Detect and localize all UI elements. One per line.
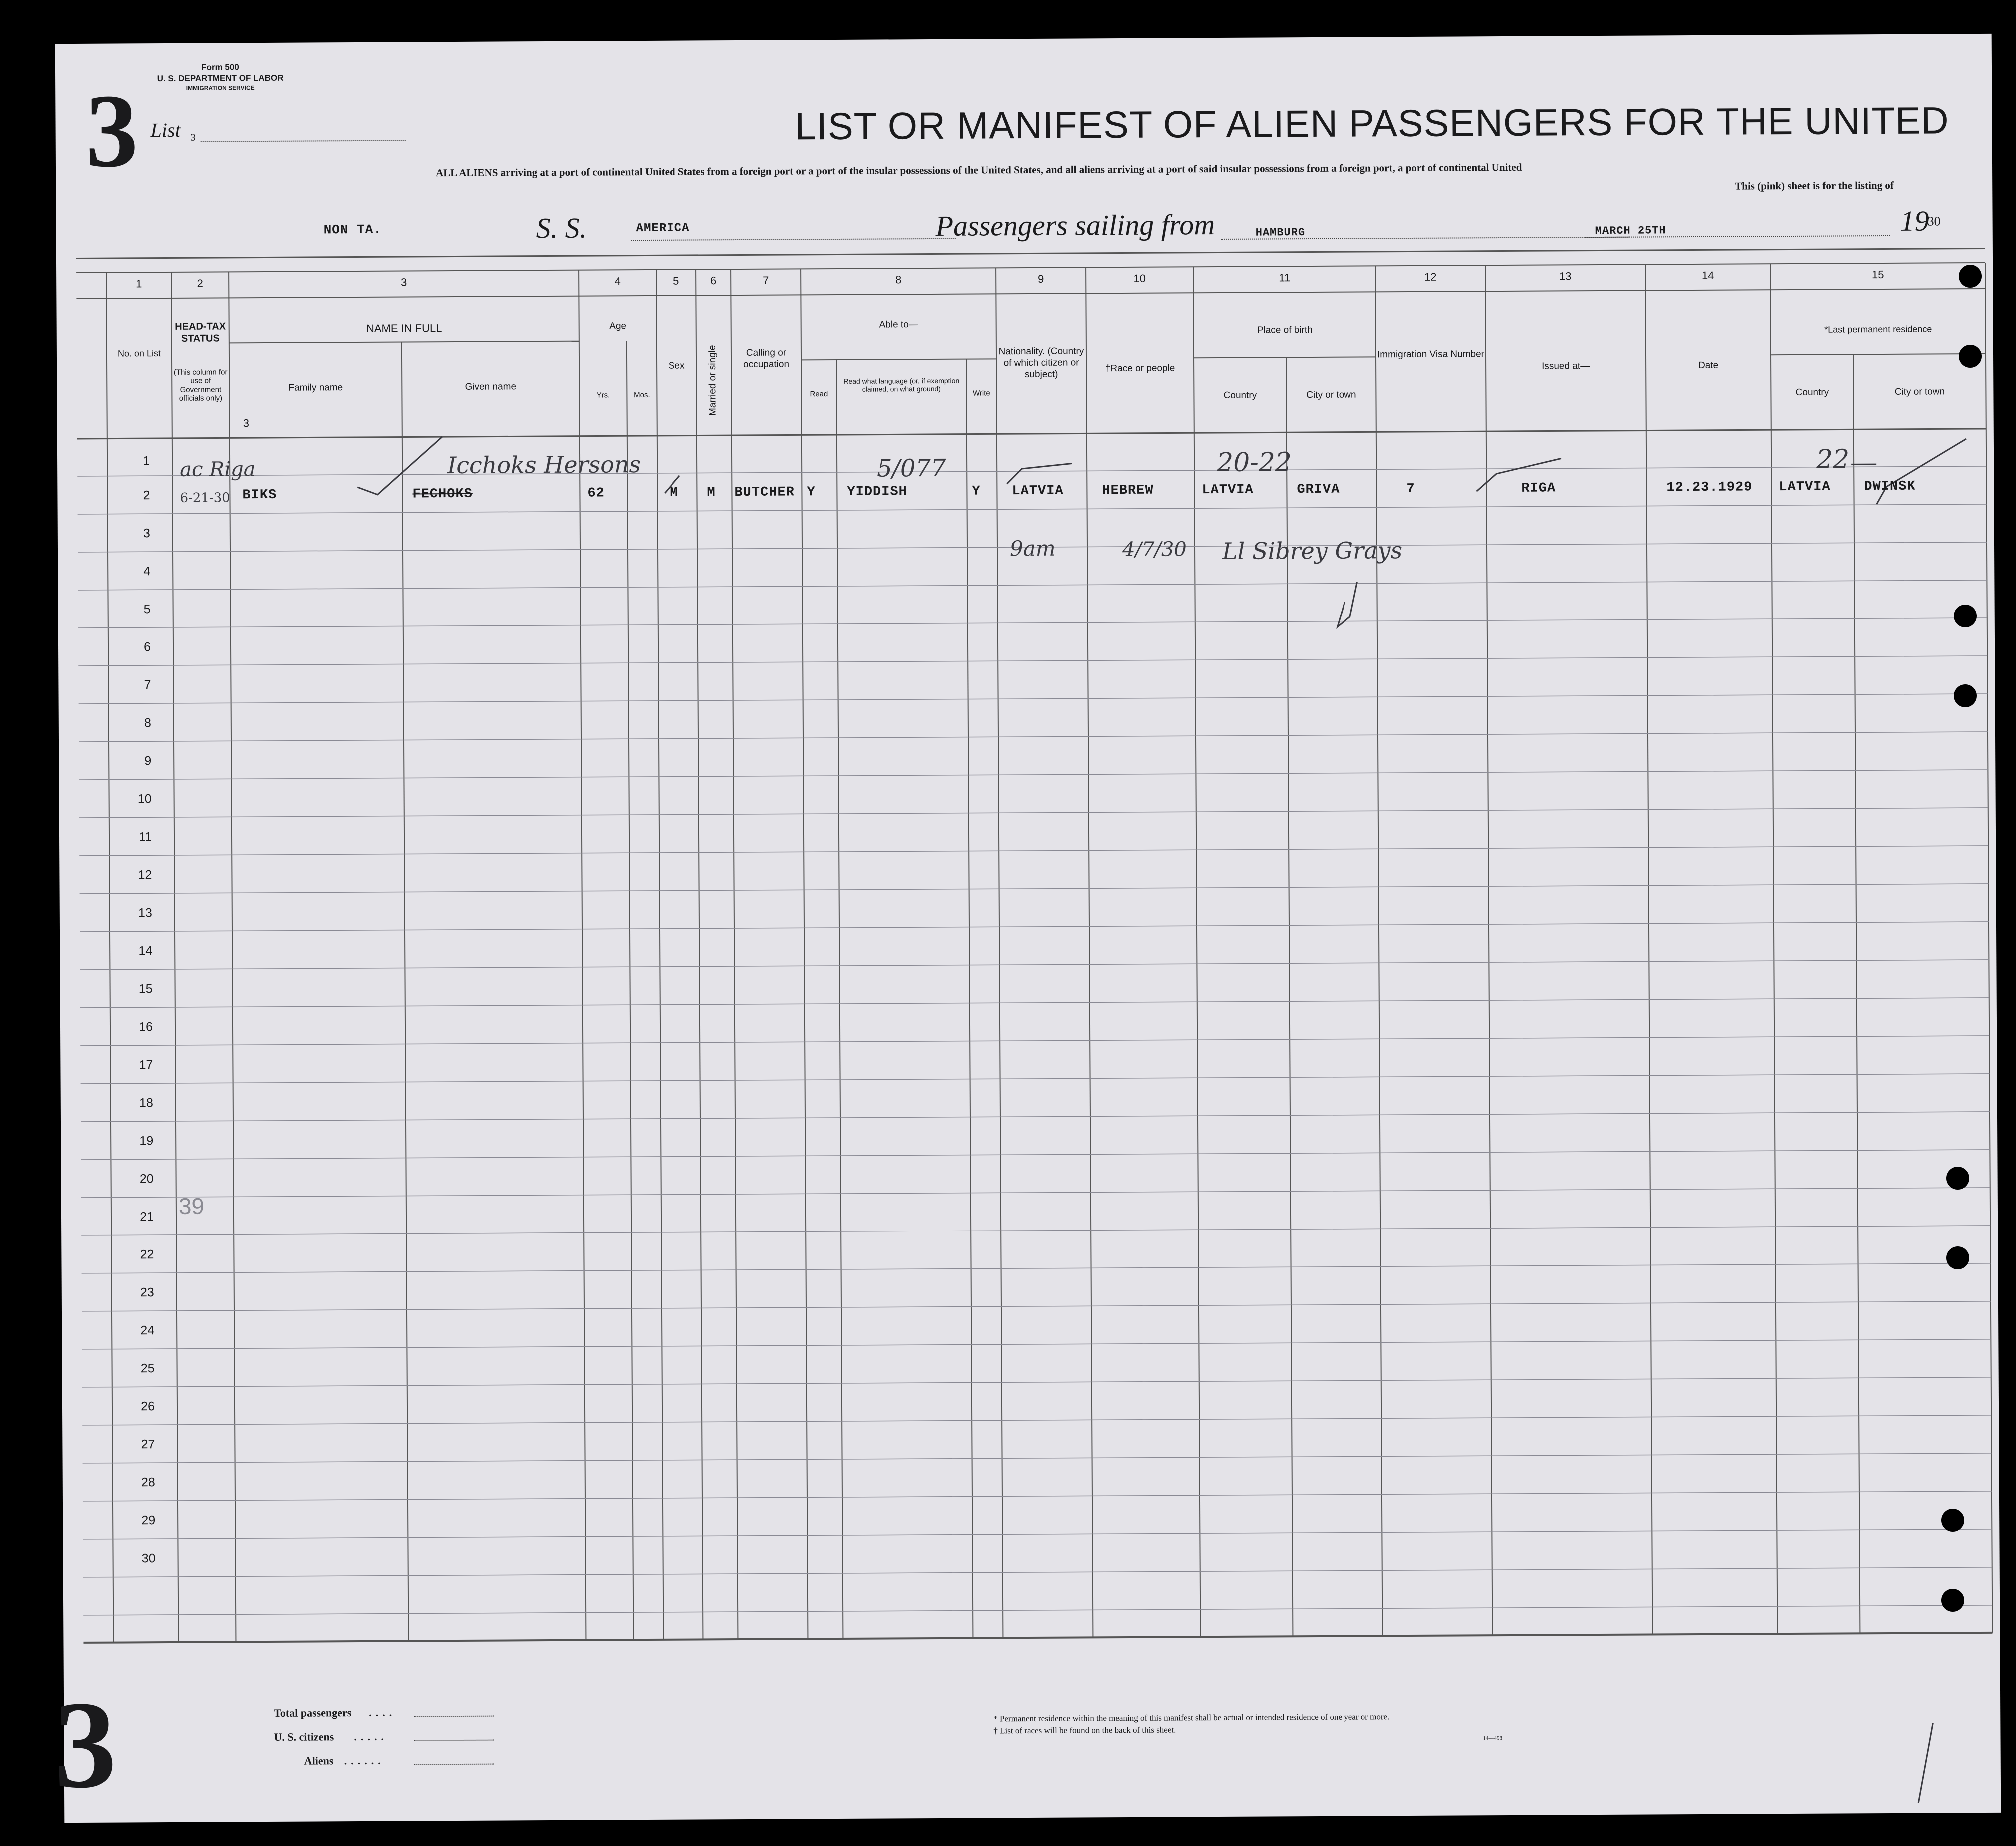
row-number: 21 — [140, 1210, 154, 1224]
voyage-code: NON TA. — [323, 222, 382, 238]
head-mos: Mos. — [634, 390, 650, 400]
head-calling: Calling or occupation — [743, 347, 790, 370]
head-age: Age — [609, 321, 627, 332]
head-res-city: City or town — [1894, 386, 1945, 397]
sailing-label: Passengers sailing from — [935, 208, 1215, 242]
list-label: List — [150, 118, 181, 142]
head-birth-city: City or town — [1306, 389, 1356, 401]
entry-visa: 7 — [1406, 481, 1415, 497]
footer-dots-2: ..... — [354, 1730, 388, 1743]
port-name: HAMBURG — [1255, 226, 1306, 239]
row-number: 28 — [141, 1475, 155, 1490]
row-number: 19 — [139, 1134, 154, 1148]
hw-nationality-note: 9am — [1009, 536, 1056, 561]
row-number: 12 — [138, 868, 152, 882]
manifest-subtitle-2: This (pink) sheet is for the listing of — [1735, 179, 1894, 192]
hw-res-note: 22 — [1816, 444, 1850, 475]
head-birth-country: Country — [1223, 390, 1257, 401]
entry-write: Y — [972, 484, 981, 499]
head-race: †Race or people — [1105, 363, 1175, 374]
entry-calling: BUTCHER — [734, 485, 795, 501]
manifest-sheet — [55, 34, 2001, 1823]
head-last-residence: *Last permanent residence — [1824, 324, 1932, 335]
row-number: 4 — [143, 564, 151, 579]
binder-hole — [1959, 345, 1982, 368]
col-num-9: 9 — [1038, 272, 1044, 285]
head-nationality: Nationality. (Country of which citizen or subject) — [998, 346, 1084, 380]
binder-hole — [1946, 1246, 1969, 1269]
row-number: 27 — [141, 1437, 155, 1452]
row-number: 14 — [138, 944, 153, 958]
entry-birth-country: LATVIA — [1202, 482, 1254, 498]
row-number: 9 — [144, 754, 152, 768]
head-write: Write — [972, 389, 990, 398]
entry-read: Y — [807, 485, 816, 500]
footer-print-code: 14—498 — [1483, 1735, 1503, 1742]
head-married: Married or single — [707, 345, 718, 416]
row-number: 29 — [141, 1513, 156, 1528]
head-name-in-full: NAME IN FULL — [366, 322, 442, 335]
binder-hole — [1954, 605, 1977, 627]
head-headtax-note: (This column for use of Government officials only) — [173, 368, 228, 403]
hw-headtax-date: 6-21-30 — [180, 490, 230, 506]
col-num-4: 4 — [614, 275, 621, 288]
row-number: 15 — [138, 982, 153, 996]
entry-language: YIDDISH — [847, 484, 907, 500]
col-num-7: 7 — [763, 274, 769, 287]
row-number: 26 — [141, 1399, 155, 1414]
col-num-15: 15 — [1871, 268, 1884, 281]
entry-age: 62 — [587, 486, 605, 501]
footer-note-races: † List of races will be found on the back of this sheet. — [993, 1725, 1176, 1736]
head-headtax: HEAD-TAX STATUS — [175, 321, 226, 344]
binder-hole — [1941, 1509, 1964, 1532]
row-number: 6 — [144, 640, 151, 654]
form-number: Form 500 — [201, 62, 239, 72]
binder-hole — [1959, 265, 1982, 288]
col-num-1: 1 — [136, 277, 142, 290]
footer-aliens: Aliens — [304, 1754, 334, 1767]
row-number: 22 — [140, 1247, 154, 1262]
row-number: 2 — [143, 488, 150, 503]
col-num-13: 13 — [1559, 270, 1572, 283]
ss-label: S. S. — [536, 211, 587, 245]
year-prefix: 19 — [1900, 204, 1929, 237]
col-num-5: 5 — [673, 274, 679, 287]
row-number: 20 — [139, 1172, 154, 1186]
manifest-subtitle: ALL ALIENS arriving at a port of continental United States from a foreign port or a port of the insular possessions of the United States, and all aliens arriving at a port of said insular possessions from a foreign port, a port of continental United — [436, 161, 1522, 179]
sailing-date: MARCH 25TH — [1595, 224, 1666, 238]
ship-name: AMERICA — [636, 221, 690, 236]
entry-nationality: LATVIA — [1012, 483, 1064, 499]
entry-birth-city: GRIVA — [1297, 482, 1340, 498]
head-date: Date — [1698, 360, 1719, 371]
head-able-to: Able to— — [879, 319, 918, 330]
row-number: 30 — [141, 1551, 156, 1566]
group-number: 3 — [243, 417, 249, 430]
entry-issued: RIGA — [1521, 481, 1556, 496]
table-grid — [55, 34, 2001, 1823]
list-number: 3 — [190, 132, 196, 143]
hw-headtax-place: ac Riga — [180, 458, 256, 481]
manifest-title: LIST OR MANIFEST OF ALIEN PASSENGERS FOR THE UNITED — [795, 99, 1949, 148]
row-number: 16 — [139, 1020, 153, 1034]
entry-race: HEBREW — [1102, 483, 1154, 499]
stamp-number: 39 — [178, 1193, 205, 1219]
hw-given-correction: Icchoks Hersons — [447, 451, 641, 479]
head-no-on-list: No. on List — [117, 348, 161, 359]
entry-res-country: LATVIA — [1779, 479, 1831, 495]
row-number: 10 — [137, 792, 152, 806]
head-visa: Immigration Visa Number — [1377, 349, 1485, 360]
head-read-lang: Read what language (or, if exemption claimed, on what ground) — [843, 376, 960, 393]
hw-race-date: 4/7/30 — [1122, 538, 1187, 562]
head-res-country: Country — [1795, 387, 1829, 398]
entry-date: 12.23.1929 — [1666, 480, 1753, 496]
col-num-11: 11 — [1279, 271, 1291, 284]
sheet-number: 3 — [85, 73, 139, 189]
head-sex: Sex — [668, 360, 685, 371]
row-number: 8 — [144, 716, 151, 730]
binder-hole — [1954, 684, 1977, 707]
entry-res-city: DWINSK — [1864, 479, 1916, 495]
col-num-3: 3 — [401, 276, 407, 289]
row-number: 17 — [139, 1058, 153, 1072]
year-suffix: 30 — [1927, 214, 1941, 229]
footer-dots-1: .... — [369, 1706, 396, 1719]
row-numbers — [120, 438, 156, 1577]
head-place-of-birth: Place of birth — [1257, 325, 1313, 336]
row-number: 5 — [143, 602, 151, 616]
col-num-8: 8 — [895, 273, 902, 286]
row-number: 25 — [140, 1361, 155, 1376]
hw-birth-note: 20-22 — [1216, 447, 1292, 478]
col-num-14: 14 — [1701, 269, 1714, 282]
footer-total-passengers: Total passengers — [274, 1706, 352, 1719]
footer-sheet-number: 3 — [53, 1675, 117, 1815]
hw-birth-note-2: Ll Sibrey Grays — [1222, 537, 1403, 565]
col-num-10: 10 — [1133, 272, 1146, 285]
footer-note-residence: * Permanent residence within the meaning of this manifest shall be actual or intended residence of one year or more. — [993, 1712, 1390, 1724]
row-number: 11 — [138, 830, 152, 844]
col-num-12: 12 — [1424, 270, 1437, 283]
entry-given-name: FECHOKS — [412, 486, 473, 502]
head-given-name: Given name — [465, 381, 517, 392]
footer-us-citizens: U. S. citizens — [274, 1730, 334, 1743]
row-number: 1 — [143, 454, 150, 468]
head-family-name: Family name — [288, 382, 343, 393]
head-yrs: Yrs. — [596, 391, 610, 400]
row-number: 18 — [139, 1096, 153, 1110]
col-num-2: 2 — [197, 277, 203, 290]
hw-read-note: 5/077 — [877, 454, 946, 483]
department: U. S. DEPARTMENT OF LABOR — [157, 73, 284, 84]
row-number: 13 — [138, 906, 152, 920]
col-num-6: 6 — [710, 274, 717, 287]
head-issued: Issued at— — [1542, 361, 1590, 372]
footer-dots-3: ...... — [344, 1754, 385, 1767]
head-read: Read — [810, 390, 828, 399]
entry-married: M — [707, 485, 716, 501]
row-number: 7 — [144, 678, 151, 692]
service: IMMIGRATION SERVICE — [186, 84, 255, 92]
binder-hole — [1941, 1589, 1964, 1612]
row-number: 3 — [143, 526, 150, 541]
row-number: 23 — [140, 1285, 154, 1300]
entry-sex: M — [670, 485, 678, 501]
entry-family-name: BIKS — [242, 487, 277, 503]
binder-hole — [1946, 1167, 1969, 1190]
row-number: 24 — [140, 1323, 155, 1338]
